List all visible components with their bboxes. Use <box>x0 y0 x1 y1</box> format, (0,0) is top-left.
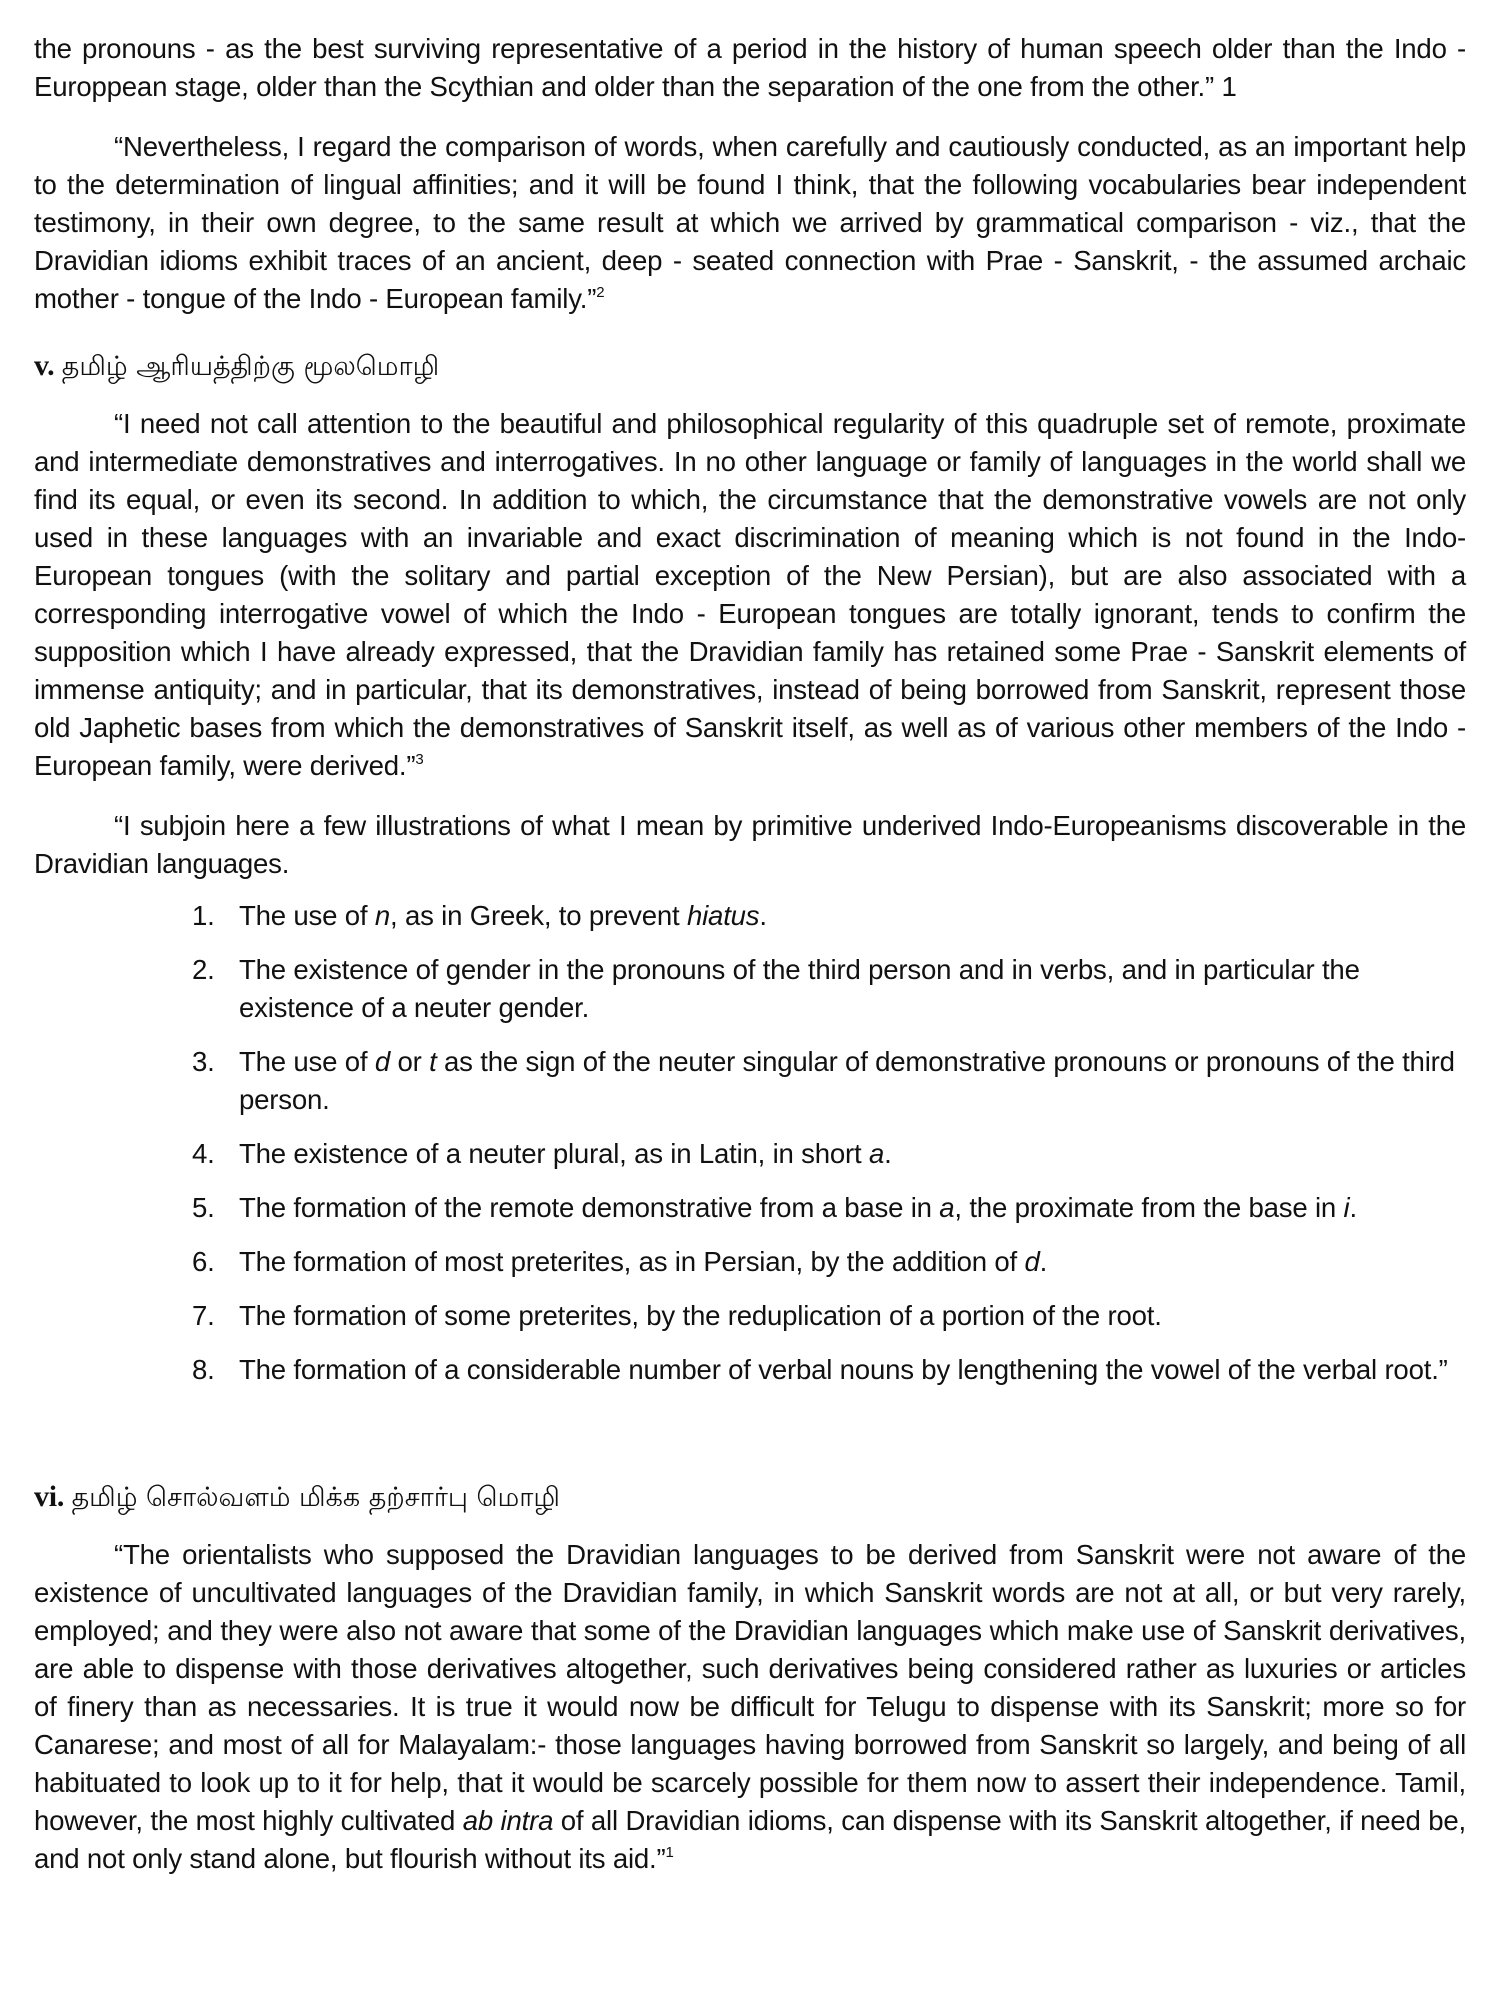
list-item <box>192 897 1466 935</box>
list-italic: a <box>939 1192 955 1223</box>
list-text: or <box>390 1046 430 1077</box>
list-item <box>192 1351 1466 1389</box>
paragraph-orientalists-text: “The orientalists who supposed the Dravidian languages to be derived from Sanskrit were not aware of the existence of uncultivated languages of the Dravidian family, in which Sanskrit words are not at all, or but very rarely, employed; and they were also not aware that some of the Dravidian languages which make use of Sanskrit derivatives, are able to dispense with those derivatives altogether, such derivatives being considered rather as luxuries or articles of finery than as necessaries. It is true it would now be difficult for Telugu to dispense with its Sanskrit; more so for Canarese; and most of all for Malayalam:- those languages having borrowed from Sanskrit so largely, and being of all habituated to look up to it for help, that it would be scarcely possible for them now to assert their independence. Tamil, however, the most highly cultivated <box>34 1539 1466 1836</box>
list-item <box>192 1189 1466 1227</box>
paragraph-orientalists <box>34 1536 1466 1878</box>
list-text: The formation of a considerable number of verbal nouns by lengthening the vowel of the verbal root.” <box>239 1354 1448 1385</box>
list-number: 3. <box>192 1046 215 1077</box>
section-heading-vi <box>34 1477 1466 1518</box>
list-text: The existence of a neuter plural, as in Latin, in short <box>239 1138 869 1169</box>
list-italic: n <box>374 900 391 931</box>
list-item <box>192 1043 1466 1119</box>
list-text: The formation of most preterites, as in Persian, by the addition of <box>239 1246 1025 1277</box>
list-number: 8. <box>192 1354 215 1385</box>
list-italic: d <box>374 1046 391 1077</box>
paragraph-orientalists-text-end: of all Dravidian idioms, can dispense with its Sanskrit altogether, if need be, and not only stand alone, but flourish without its aid.” <box>34 1805 1466 1874</box>
list-text: The existence of gender in the pronouns of the third person and in verbs, and in particular the existence of a neuter gender. <box>239 954 1360 1023</box>
list-text: . <box>884 1138 892 1169</box>
list-text: The formation of some preterites, by the reduplication of a portion of the root. <box>239 1300 1162 1331</box>
list-italic: d <box>1024 1246 1040 1277</box>
list-text: The formation of the remote demonstrative from a base in <box>239 1192 940 1223</box>
list-text: . <box>759 900 767 931</box>
paragraph-demonstratives-text: “I need not call attention to the beautiful and philosophical regularity of this quadruple set of remote, proximate and intermediate demonstratives and interrogatives. In no other language or family of languages in the world shall we find its equal, or even its second. In addition to which, the circumstance that the demonstrative vowels are not only used in these languages with an invariable and exact discrimination of meaning which is not found in the Indo-European tongues (with the solitary and partial exception of the New Persian), but are also associated with a corresponding interrogative vowel of which the Indo - European tongues are totally ignorant, tends to confirm the supposition which I have already expressed, that the Dravidian family has retained some Prae - Sanskrit elements of immense antiquity; and in particular, that its demonstratives, instead of being borrowed from Sanskrit, represent those old Japhetic bases from which the demonstratives of Sanskrit itself, as well as of various other members of the Indo - European family, were derived.” <box>34 408 1466 781</box>
paragraph-continuation: the pronouns - as the best surviving representative of a period in the history of human speech older than the Indo - Europpean stage, older than the Scythian and older than the separation of the one from the other.” 1 <box>34 33 1466 102</box>
list-number: 7. <box>192 1300 215 1331</box>
list-item <box>192 1297 1466 1335</box>
paragraph-vocabularies-text: “Nevertheless, I regard the comparison of words, when carefully and cautiously conducted, as an important help to the determination of lingual affinities; and it will be found I think, that the following vocabularies bear independent testimony, in their own degree, to the same result at which we arrived by grammatical comparison - viz., that the Dravidian idioms exhibit traces of an ancient, deep - seated connection with Prae - Sanskrit, - the assumed archaic mother - tongue of the Indo - European family.” <box>34 131 1466 314</box>
footnote-ref: 3 <box>415 751 424 768</box>
list-number: 4. <box>192 1138 215 1169</box>
list-number: 5. <box>192 1192 215 1223</box>
list-item <box>192 1135 1466 1173</box>
list-italic: hiatus <box>686 900 760 931</box>
list-text: , the proximate from the base in <box>954 1192 1344 1223</box>
section-numeral: v. <box>34 349 55 382</box>
section-heading-v <box>34 346 1466 387</box>
list-item <box>192 951 1466 1027</box>
list-number: 1. <box>192 900 215 931</box>
list-item <box>192 1243 1466 1281</box>
section-title-tamil: தமிழ் ஆரியத்திற்கு மூலமொழி <box>61 351 440 382</box>
section-numeral: vi. <box>34 1480 65 1513</box>
list-number: 6. <box>192 1246 215 1277</box>
numbered-list <box>34 897 1466 1389</box>
list-italic: i <box>1343 1192 1350 1223</box>
list-text: . <box>1039 1246 1048 1277</box>
paragraph-demonstratives <box>34 405 1466 785</box>
italic-phrase: ab intra <box>462 1805 554 1836</box>
list-text: , as in Greek, to prevent <box>390 900 687 931</box>
list-number: 2. <box>192 954 215 985</box>
paragraph-vocabularies <box>34 128 1466 318</box>
list-text: The use of <box>239 900 375 931</box>
footnote-ref: 2 <box>596 284 605 301</box>
list-italic: a <box>868 1138 885 1169</box>
list-italic: t <box>429 1046 437 1077</box>
footnote-ref: 1 <box>665 1844 674 1861</box>
list-text: The use of <box>239 1046 375 1077</box>
list-text: as the sign of the neuter singular of demonstrative pronouns or pronouns of the third person. <box>239 1046 1455 1115</box>
section-title-tamil: தமிழ் சொல்வளம் மிக்க தற்சார்பு மொழி <box>71 1482 560 1513</box>
paragraph-illustrations: “I subjoin here a few illustrations of what I mean by primitive underived Indo-Europeanisms discoverable in the Dravidian languages. <box>34 810 1466 879</box>
list-text: . <box>1349 1192 1357 1223</box>
